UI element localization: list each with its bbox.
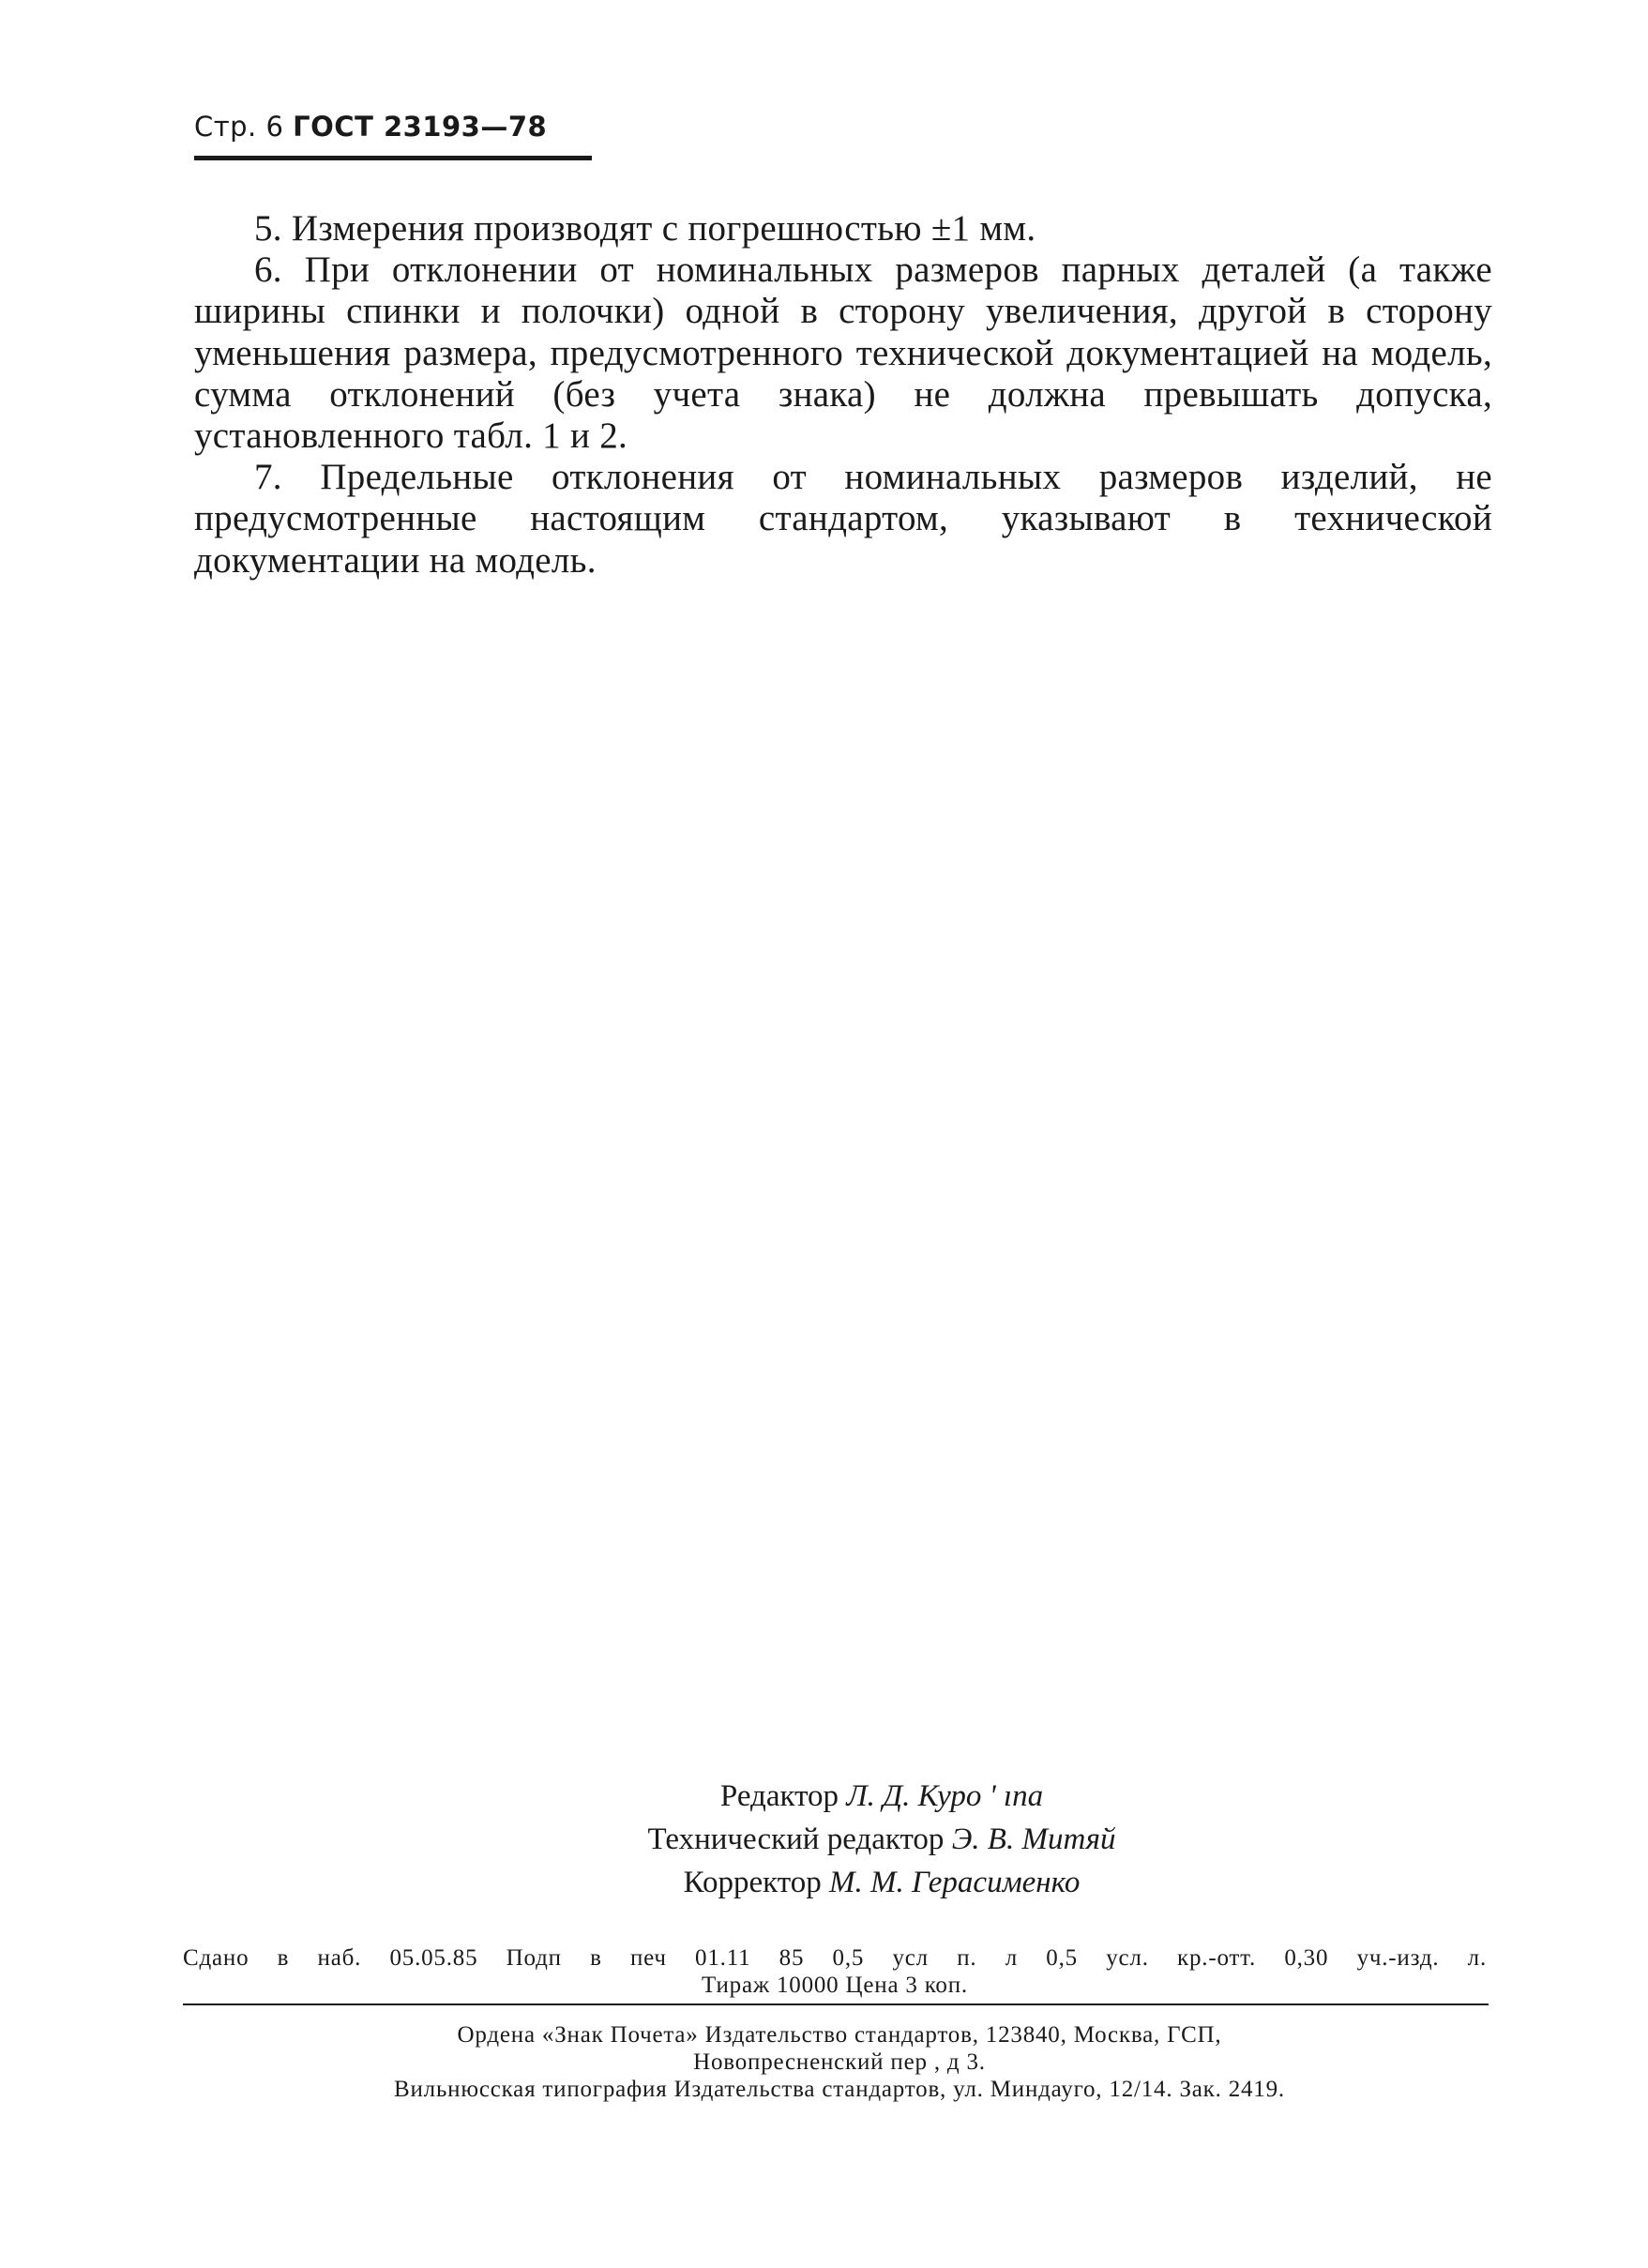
editor-name: Л. Д. Куро ' ına: [846, 1779, 1044, 1813]
credits-block: [525, 1775, 1238, 1904]
imprint-print-details: Сдано в наб. 05.05.85 Подп в печ 01.11 85 0,5 усл п. л 0,5 усл. кр.-отт. 0,30 уч.-изд. л.: [183, 1945, 1487, 1971]
corrector-name: М. М. Герасименко: [829, 1866, 1081, 1899]
body-text: [194, 208, 1492, 582]
imprint-block: [183, 1944, 1487, 1999]
paragraph-7: 7. Предельные отклонения от номинальных размеров изделий, не предусмотренные настоящим стандартом, указывают в технической документации на модель.: [194, 457, 1492, 581]
credit-tech-editor: [525, 1818, 1238, 1861]
paragraph-5: 5. Измерения производят с погрешностью ±1 мм.: [254, 208, 1036, 249]
paragraph-6: 6. При отклонении от номинальных размеров парных деталей (а также ширины спинки и полочки) одной в сторону увеличения, другой в сторону уменьшения размера, предусмотренного технической документацией на модель, сумма отклонений (без учета знака) не должна превышать допуска, установленного табл. 1 и 2.: [194, 249, 1492, 457]
publisher-address: Новопресненский пер , д 3.: [693, 2049, 986, 2075]
page-header: [194, 111, 547, 143]
credit-editor: [525, 1775, 1238, 1818]
imprint-rule: [183, 2003, 1489, 2005]
printing-house-line: Вильнюсская типография Издательства стандартов, ул. Миндауго, 12/14. Зак. 2419.: [394, 2077, 1285, 2102]
credit-corrector: [525, 1861, 1238, 1904]
corrector-role: Корректор: [683, 1866, 822, 1899]
imprint-circulation-price: Тираж 10000 Цена 3 коп.: [702, 1973, 968, 1998]
standard-number: ГОСТ 23193—78: [293, 111, 548, 143]
editor-role: Редактор: [719, 1779, 839, 1813]
tech-editor-role: Технический редактор: [647, 1822, 945, 1856]
header-rule: [194, 156, 592, 160]
tech-editor-name: Э. В. Митяй: [951, 1822, 1116, 1856]
publisher-block: [225, 2021, 1454, 2103]
page-number: Стр. 6: [194, 111, 284, 143]
publisher-line: Ордена «Знак Почета» Издательство стандартов, 123840, Москва, ГСП,: [457, 2022, 1222, 2048]
